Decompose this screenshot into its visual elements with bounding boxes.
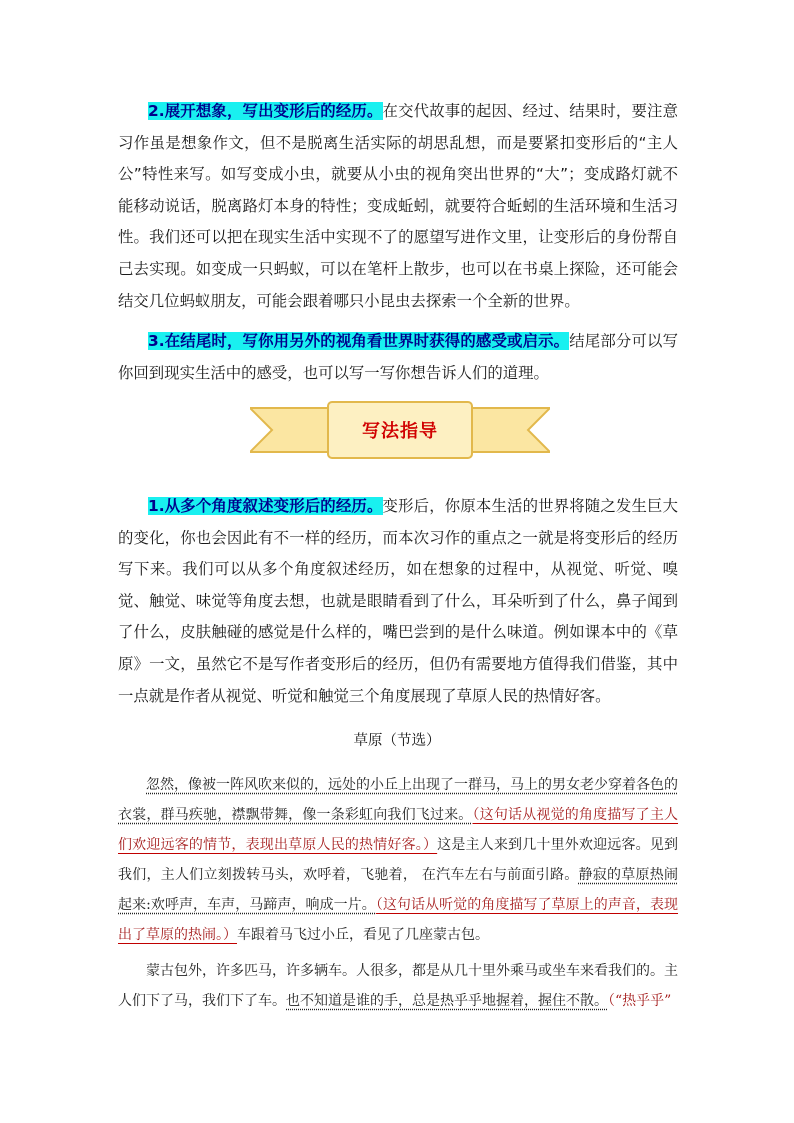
section-2-heading: 2.展开想象，写出变形后的经历。 [148,102,383,120]
method-1-heading: 1.从多个角度叙述变形后的经历。 [148,497,383,515]
section-3-body: 结尾部分可以写你回到现实生活中的感受，也可以写一写你想告诉人们的道理。 [118,332,678,382]
method-1-paragraph [118,491,678,712]
excerpt-sentence-tactile: 也不知道是谁的手，总是热乎乎地握着，握住不散。 [286,993,608,1009]
section-3-heading: 3.在结尾时，写你用另外的视角看世界时获得的感受或启示。 [148,332,570,350]
section-2-paragraph [118,96,678,317]
excerpt-paragraph-2 [118,956,678,1016]
excerpt-annotation-tactile: （“热乎乎” [608,993,672,1009]
method-1-body: 变形后，你原本生活的世界将随之发生巨大的变化，你也会因此有不一样的经历，而本次习作的重点之一就是将变形后的经历写下来。我们可以从多个角度叙述经历，如在想象的过程中，从视觉、听觉、嗅觉、触觉、味觉等角度去想，也就是眼睛看到了什么，耳朵听到了什么，鼻子闻到了什么，皮肤触碰的感觉是什么样的，嘴巴尝到的是什么味道。例如课本中的《草原》一文，虽然它不是写作者变形后的经历，但仍有需要地方值得我们借鉴，其中一点就是作者从视觉、听觉和触觉三个角度展现了草原人民的热情好客。 [118,497,678,705]
section-2-body: 在交代故事的起因、经过、结果时，要注意习作虽是想象作文，但不是脱离生活实际的胡思乱想，而是要紧扣变形后的“主人公”特性来写。如写变成小虫，就要从小虫的视角突出世界的“大”；变成路灯就不能移动说话，脱离路灯本身的特性；变成蚯蚓，就要符合蚯蚓的生活环境和生活习性。我们还可以把在现实生活中实现不了的愿望写进作文里，让变形后的身份帮自己去实现。如变成一只蚂蚁，可以在笔杆上散步，也可以在书桌上探险，还可能会结交几位蚂蚁朋友，可能会跟着哪只小昆虫去探索一个全新的世界。 [118,102,678,310]
excerpt-annotation-auditory: （这句话从听觉的角度描写了草原上的声音，表现出了草原的热闹。） [118,897,679,943]
section-3-paragraph [118,326,678,389]
excerpt-paragraph-1 [118,770,678,950]
excerpt-sentence-auditory: 静寂的草原热闹起来:欢呼声，车声，马蹄声，响成一片。 [118,867,678,913]
excerpt-sentence: 这是主人来到几十里外欢迎远客。见到我们，主人们立刻拨转马头，欢呼着，飞驰着， 在汽车左右与前面引路。 [118,837,679,883]
excerpt-annotation-visual: （这句话从视觉的角度描写了主人们欢迎远客的情节，表现出草原人民的热情好客。） [118,807,679,853]
excerpt-sentence-visual: 忽然，像被一阵风吹来似的，远处的小丘上出现了一群马，马上的男女老少穿着各色的衣裳，群马疾驰，襟飘带舞，像一条彩虹向我们飞过来。 [118,777,678,823]
excerpt-sentence: 蒙古包外，许多匹马，许多辆车。人很多，都是从几十里外乘马或坐车来看我们的。主人们下了马，我们下了车。 [118,963,678,1009]
excerpt-sentence: 车跟着马飞过小丘，看见了几座蒙古包。 [237,927,489,943]
banner-label: 写法指导 [362,421,438,442]
writing-guide-banner [250,400,550,460]
excerpt-title: 草原（节选） [353,733,441,749]
